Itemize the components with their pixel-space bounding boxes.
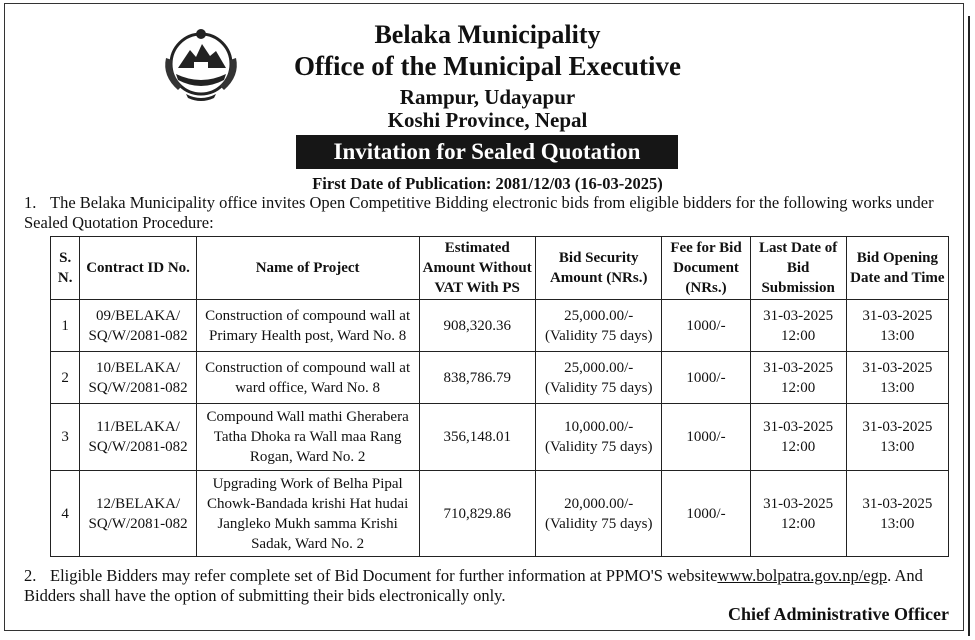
row-opening: 31-03-2025 13:00	[846, 300, 948, 352]
clause-2-number: 2.	[24, 566, 37, 585]
bid-table	[50, 236, 949, 557]
row-fee: 1000/-	[662, 471, 750, 557]
municipality-name: Belaka Municipality	[374, 20, 601, 49]
office-name: Office of the Municipal Executive	[294, 51, 681, 81]
clause-2	[24, 566, 959, 606]
row-project: Upgrading Work of Belha Pipal Chowk-Bandada krishi Hat hudai Jangleko Mukh samma Krishi Sadak, Ward No. 2	[196, 471, 419, 557]
row-fee: 1000/-	[662, 352, 750, 404]
table-row	[51, 352, 949, 404]
row-contract-id: 10/BELAKA/ SQ/W/2081-082	[80, 352, 196, 404]
clause-1	[24, 193, 954, 233]
row-amount: 908,320.36	[419, 300, 535, 352]
row-contract-id: 09/BELAKA/ SQ/W/2081-082	[80, 300, 196, 352]
clause-1-text: The Belaka Municipality office invites Open Competitive Bidding electronic bids from eligible bidders for the following works under Sealed Quotation Procedure:	[24, 193, 934, 232]
row-contract-id: 12/BELAKA/ SQ/W/2081-082	[80, 471, 196, 557]
header-amount: Estimated Amount Without VAT With PS	[419, 237, 535, 300]
header-sn: S. N.	[51, 237, 80, 300]
row-sn: 4	[51, 471, 80, 557]
header-fee: Fee for Bid Document (NRs.)	[662, 237, 750, 300]
signoff-title: Chief Administrative Officer	[728, 604, 949, 624]
row-security: 10,000.00/- (Validity 75 days)	[535, 404, 662, 471]
header-security: Bid Security Amount (NRs.)	[535, 237, 662, 300]
row-opening: 31-03-2025 13:00	[846, 352, 948, 404]
row-security: 20,000.00/- (Validity 75 days)	[535, 471, 662, 557]
table-row	[51, 471, 949, 557]
table-row	[51, 404, 949, 471]
row-last-date: 31-03-2025 12:00	[750, 300, 846, 352]
row-contract-id: 11/BELAKA/ SQ/W/2081-082	[80, 404, 196, 471]
row-security: 25,000.00/- (Validity 75 days)	[535, 352, 662, 404]
table-row	[51, 300, 949, 352]
header-contract-id: Contract ID No.	[80, 237, 196, 300]
header-last-date: Last Date of Bid Submission	[750, 237, 846, 300]
row-last-date: 31-03-2025 12:00	[750, 352, 846, 404]
row-fee: 1000/-	[662, 404, 750, 471]
address-line-1: Rampur, Udayapur	[399, 85, 576, 109]
table-header-row	[51, 237, 949, 300]
row-amount: 838,786.79	[419, 352, 535, 404]
clause-1-number: 1.	[24, 193, 37, 212]
address-line-2: Koshi Province, Nepal	[387, 108, 588, 132]
row-project: Construction of compound wall at Primary Health post, Ward No. 8	[196, 300, 419, 352]
row-project: Compound Wall mathi Gherabera Tatha Dhoka ra Wall maa Rang Rogan, Ward No. 2	[196, 404, 419, 471]
clause-2-text: Eligible Bidders may refer complete set of Bid Document for further information at PPMO'S website	[50, 566, 718, 585]
publication-date: First Date of Publication: 2081/12/03 (16-03-2025)	[312, 174, 663, 193]
notice-title-banner: Invitation for Sealed Quotation	[296, 135, 678, 169]
row-sn: 2	[51, 352, 80, 404]
row-project: Construction of compound wall at ward office, Ward No. 8	[196, 352, 419, 404]
row-security: 25,000.00/- (Validity 75 days)	[535, 300, 662, 352]
bolpatra-link[interactable]: www.bolpatra.gov.np/egp	[717, 566, 888, 585]
row-amount: 710,829.86	[419, 471, 535, 557]
header-project: Name of Project	[196, 237, 419, 300]
row-opening: 31-03-2025 13:00	[846, 404, 948, 471]
row-sn: 1	[51, 300, 80, 352]
header-opening: Bid Opening Date and Time	[846, 237, 948, 300]
clause-2-text-end: . And Bidders shall have the option of submitting their bids electronically only.	[24, 566, 923, 605]
row-sn: 3	[51, 404, 80, 471]
row-fee: 1000/-	[662, 300, 750, 352]
row-opening: 31-03-2025 13:00	[846, 471, 948, 557]
row-amount: 356,148.01	[419, 404, 535, 471]
row-last-date: 31-03-2025 12:00	[750, 471, 846, 557]
row-last-date: 31-03-2025 12:00	[750, 404, 846, 471]
